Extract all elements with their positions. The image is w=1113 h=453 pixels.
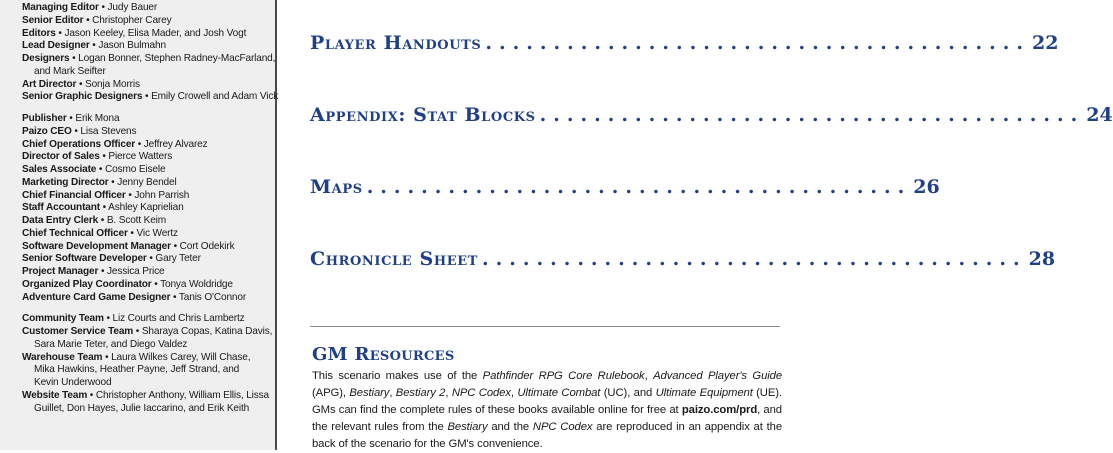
toc-page-number: 22 [1032,32,1059,54]
credit-name: Emily Crowell and Adam Vick [151,91,279,103]
toc-entry[interactable] [310,248,1056,274]
toc-dot-leader: ........................................ [539,104,1085,126]
credits-group-gap [22,104,275,113]
credit-role: Managing Editor [22,2,99,13]
credit-line [22,177,275,190]
credit-name: Christopher Anthony, William Ellis, Lissa [95,389,270,401]
credit-separator: • [98,266,107,277]
credit-role: Senior Graphic Designers [22,91,143,103]
credit-separator: • [69,53,79,64]
credit-line [22,202,275,215]
credit-role: Senior Editor [22,14,84,26]
credit-name: Sara Marie Teter, and Diego Valdez [34,338,188,350]
credit-role: Designers [22,53,70,64]
book-title: Advanced Player's Guide [653,370,783,382]
credit-role: Project Manager [22,266,99,277]
credit-line [22,28,275,41]
credit-name: Logan Bonner, Stephen Radney-MacFarland, [78,53,276,64]
credit-name: B. Scott Keim [106,215,167,226]
credit-separator: • [102,351,112,363]
credit-role: Sales Associate [22,164,97,175]
toc-entry-title: Chronicle Sheet [310,248,479,270]
credit-name: Vic Wertz [136,227,178,239]
credit-line [22,352,275,365]
credit-line [22,164,275,177]
credit-name: Tonya Woldridge [160,278,233,290]
book-title: NPC Codex [532,421,593,433]
credit-role: Publisher [22,113,67,124]
credit-line [22,139,275,152]
credit-name: Pierce Watters [108,151,173,163]
credit-line [22,151,275,164]
credit-separator: • [99,202,109,214]
gm-resources-text [312,368,782,453]
credit-separator: • [66,113,76,124]
credit-line [22,339,275,352]
credit-role: Warehouse Team [22,351,103,363]
credit-name: Liz Courts and Chris Lambertz [112,313,245,325]
credit-name: Judy Bauer [107,2,158,13]
credit-name: Erik Mona [75,113,120,124]
credit-separator: • [83,14,93,26]
credit-separator: • [96,164,105,175]
text-segment: , [445,387,452,399]
credit-line [22,91,279,104]
gm-resources-heading: GM Resources [312,344,455,365]
credit-line [22,390,275,403]
credit-line [22,292,275,305]
section-divider [310,326,780,327]
credit-role: Chief Operations Officer [22,138,136,150]
credit-role: Customer Service Team [22,326,134,337]
toc-page-number: 24 [1086,104,1113,126]
text-segment: are reproduced in an appendix at the back of the scenario for the GM's convenience. [312,421,783,450]
credit-separator: • [98,215,107,226]
toc-entry[interactable] [310,176,940,202]
credit-separator: • [103,313,113,325]
credit-name: Lisa Stevens [80,125,137,137]
credit-line [22,364,275,377]
credit-separator: • [76,78,85,90]
credit-separator: • [108,176,118,188]
credit-separator: • [127,227,137,239]
credit-separator: • [71,125,81,137]
book-title: Ultimate Equipment [655,387,753,399]
credit-name: Jenny Bendel [117,176,177,188]
book-title: Pathfinder RPG Core Rulebook [482,370,645,382]
toc-page-number: 28 [1028,248,1056,270]
text-segment: This scenario makes use of the [312,370,483,382]
toc-page-number: 26 [913,176,940,198]
credit-role: Chief Technical Officer [22,227,128,239]
credit-separator: • [135,138,144,150]
credit-separator: • [99,151,109,163]
credit-name: Laura Wilkes Carey, Will Chase, [111,351,251,363]
credit-line [22,15,275,28]
credit-role: Website Team [22,389,88,401]
text-segment: and the [487,421,533,433]
credit-name: Jason Keeley, Elisa Mader, and Josh Vogt [64,27,247,39]
credit-separator: • [55,27,65,39]
credit-name: and Mark Seifter [34,65,106,77]
credits-group-gap [22,304,275,313]
credit-name: Sonja Morris [85,78,140,90]
credit-name: Jason Bulmahn [98,40,166,52]
credit-name: Cort Odekirk [179,240,235,252]
text-segment: , [644,370,654,382]
credit-role: Art Director [22,78,77,90]
toc-dot-leader: ........................................ [485,32,1030,54]
credit-line [22,113,275,126]
credit-role: Software Development Manager [22,240,171,252]
credit-role: Paizo CEO [22,125,72,137]
text-segment: (UC), and [600,387,656,399]
credit-line [22,377,275,390]
toc-entry-title: Player Handouts [310,32,482,54]
text-segment: (APG), [312,387,350,399]
credit-line [22,79,275,92]
credit-name: Cosmo Eisele [104,164,166,175]
toc-dot-leader: ........................................ [366,176,912,198]
toc-entry-title: Appendix: Stat Blocks [310,104,536,126]
credit-role: Adventure Card Game Designer [22,291,171,303]
prd-url: paizo.com/prd [681,404,758,416]
credit-separator: • [146,253,156,265]
text-segment: (UE). GMs can find the complete rules of these books available online for free at [312,387,782,416]
book-title: NPC Codex [451,387,511,399]
book-title: Bestiary 2 [395,387,446,399]
credit-line [22,326,275,339]
credit-name: Jeffrey Alvarez [143,138,208,150]
credit-line [22,190,275,203]
credit-role: Data Entry Clerk [22,215,99,226]
credit-role: Editors [22,27,56,39]
toc-dot-leader: ........................................ [482,248,1027,270]
toc-entry-title: Maps [310,176,363,198]
credit-role: Lead Designer [22,40,90,52]
credit-role: Staff Accountant [22,202,100,214]
credit-name: Gary Teter [155,253,201,265]
credit-name: Mika Hawkins, Heather Payne, Jeff Strand, and [34,364,240,376]
toc-entry[interactable] [310,32,1059,58]
credit-separator: • [170,291,179,303]
text-segment: , [389,387,396,399]
credit-name: Sharaya Copas, Katina Davis, [141,326,273,337]
book-title: Bestiary [349,387,390,399]
credit-role: Organized Play Coordinator [22,278,152,290]
credit-role: Director of Sales [22,151,100,163]
credits-panel [0,0,277,450]
credit-name: Jessica Price [107,266,165,277]
credit-name: Ashley Kaprielian [108,202,184,214]
credit-name: Kevin Underwood [34,377,112,388]
credit-line [22,126,275,139]
credit-separator: • [170,240,180,252]
credit-line [22,53,275,66]
credit-line [22,66,275,79]
credit-line [22,266,275,279]
credit-name: Guillet, Don Hayes, Julie Iaccarino, and Erik Keith [34,402,250,414]
credit-name: Christopher Carey [92,14,172,26]
credit-line [22,279,275,292]
credit-line [22,403,275,416]
credit-line [22,228,275,241]
credit-name: John Parrish [134,189,190,201]
credit-line [22,241,275,254]
credit-line [22,313,275,326]
credit-separator: • [89,40,99,52]
credit-separator: • [142,91,152,103]
credit-separator: • [133,326,142,337]
credit-line [22,253,275,266]
credit-separator: • [125,189,135,201]
credit-line [22,215,275,228]
text-segment: , and the relevant rules from the [312,404,782,433]
credit-separator: • [87,389,96,401]
book-title: Ultimate Combat [517,387,601,399]
credit-separator: • [151,278,161,290]
text-segment: , [510,387,518,399]
credit-line [22,2,275,15]
credit-role: Community Team [22,313,104,325]
book-title: Bestiary [447,421,488,433]
credit-name: Tanis O'Connor [178,291,247,303]
credit-line [22,40,275,53]
toc-entry[interactable] [310,104,1113,130]
credit-separator: • [98,2,108,13]
credit-role: Senior Software Developer [22,253,147,265]
credit-role: Marketing Director [22,176,109,188]
credit-role: Chief Financial Officer [22,189,126,201]
